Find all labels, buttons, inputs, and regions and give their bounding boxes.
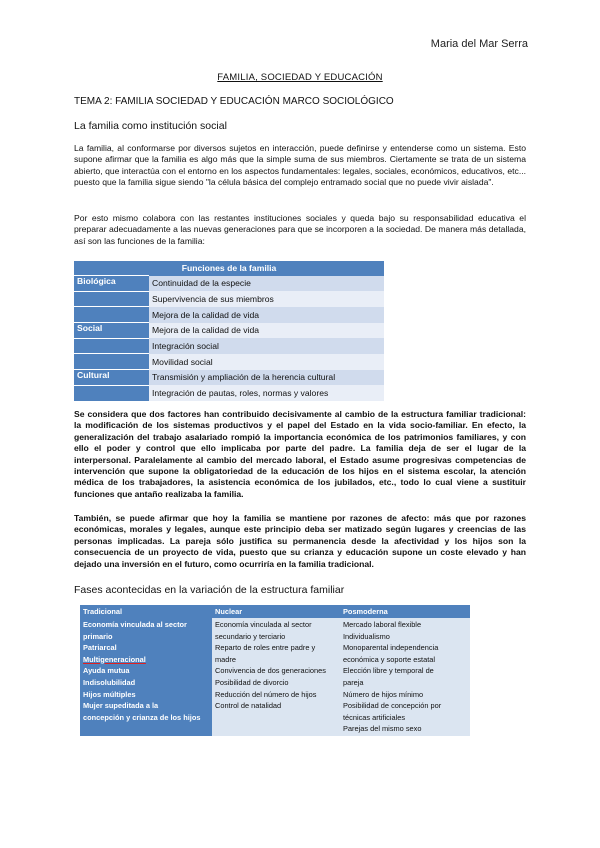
function-category [74, 338, 149, 354]
phase-feature: Reducción del número de hijos [215, 689, 317, 699]
header-postmodern: Posmoderna [340, 605, 470, 618]
phase-feature: técnicas artificiales [343, 712, 406, 722]
function-category: Biológica [74, 276, 149, 292]
paragraph-structure-change: Se considera que dos factores han contribuido decisivamente al cambio de la estructura familiar tradicional: la modificación de los sistemas productivos y el papel del Estado en la vida socio-familiar. En efecto, la generalización del trabajo asalariado rompió la importancia económica de los patrimonios familiares, y con ello el poder y control que ello implicaba por parte del padre. La familia deja de ser el lugar de la interpersonal. Paralelamente al cambio del mercado laboral, el Estado asume progresivas competencias de intervención que supone la obligatoriedad de la educación de los hijos en el sistema escolar, la atención médica de los trabajadores, la asistencia económica de los jubilados, etc., todo lo cual viene a sustituir funciones que antaño realizaba la familia. [74, 409, 526, 499]
phase-feature: Individualismo [343, 631, 390, 641]
nuclear-column [212, 618, 340, 736]
phase-feature: Parejas del mismo sexo [343, 724, 422, 734]
phase-feature: Monoparental independencia [343, 643, 439, 653]
traditional-column [80, 618, 212, 736]
section-heading-institution: La familia como institución social [74, 120, 227, 132]
phase-feature: Mujer supeditada a la [83, 701, 159, 711]
function-category [74, 385, 149, 400]
phase-feature: Posibilidad de divorcio [215, 677, 289, 687]
phase-feature: Elección libre y temporal de [343, 666, 434, 676]
function-item: Integración de pautas, roles, normas y valores [149, 385, 384, 400]
section-heading-phases: Fases acontecidas en la variación de la estructura familiar [74, 584, 345, 596]
family-phases-table [80, 605, 470, 736]
author-name: Maria del Mar Serra [430, 38, 528, 50]
phase-feature: primario [83, 631, 113, 641]
header-traditional: Tradicional [80, 605, 212, 618]
table-row [74, 385, 384, 400]
phase-feature: Economía vinculada al sector [215, 620, 312, 629]
phase-feature: Ayuda mutua [83, 666, 130, 676]
function-category [74, 291, 149, 307]
paragraph-family-system: La familia, al conformarse por diversos sujetos en interacción, puede definirse y entenderse como un sistema. Esto supone afirmar que la familia es algo más que la simple suma de sus miembros. Ciertamente se trata de un sistema abierto, que interactúa con el entorno en los aspectos fundamentales: legales, sociales, económicos, educativos, etc... puesto que la familia sigue siendo "la célula básica del complejo entramado social que no puede vivir aislada". [74, 143, 526, 188]
phase-feature: madre [215, 654, 236, 664]
phase-feature: Multigeneracional [83, 654, 146, 664]
function-item: Movilidad social [149, 354, 384, 370]
table-row [74, 276, 384, 292]
function-item: Integración social [149, 338, 384, 354]
table-row [74, 354, 384, 370]
table-row [74, 307, 384, 323]
function-category: Social [74, 323, 149, 339]
table-row [74, 370, 384, 386]
phase-feature: Control de natalidad [215, 701, 282, 711]
postmodern-column [340, 618, 470, 736]
function-category: Cultural [74, 370, 149, 386]
function-category [74, 354, 149, 370]
phase-feature: Indisolubilidad [83, 677, 136, 687]
phase-feature: secundario y terciario [215, 631, 286, 641]
family-functions-table [74, 261, 384, 401]
phase-feature: Reparto de roles entre padre y [215, 643, 316, 653]
phase-feature: Mercado laboral flexible [343, 620, 422, 629]
document-title: FAMILIA, SOCIEDAD Y EDUCACIÓN [217, 72, 383, 83]
phase-feature: Economía vinculada al sector [83, 620, 187, 629]
paragraph-affection: También, se puede afirmar que hoy la familia se mantiene por razones de afecto: más que por razones económicas, morales y legales, aunque este principio deba ser matizado según lugares y creencias de las personas implicadas. La pareja sólo justifica su permanencia desde la afectividad y los hijos son la consecuencia de un proyecto de vida, puesto que su crianza y educación supone un coste elevado y han dejado una inversión en el futuro, como ocurriría en la familia tradicional. [74, 513, 526, 569]
function-item: Continuidad de la especie [149, 276, 384, 292]
function-item: Transmisión y ampliación de la herencia cultural [149, 370, 384, 386]
phase-feature: Convivencia de dos generaciones [215, 666, 326, 676]
phase-feature: Hijos múltiples [83, 689, 136, 699]
phase-feature: concepción y crianza de los hijos [83, 712, 201, 722]
function-category [74, 307, 149, 323]
phase-feature: económica y soporte estatal [343, 654, 436, 664]
table-row [74, 291, 384, 307]
phase-feature: Patriarcal [83, 643, 117, 653]
topic-subtitle: TEMA 2: FAMILIA SOCIEDAD Y EDUCACIÓN MARCO SOCIOLÓGICO [74, 96, 394, 107]
phase-feature: Número de hijos mínimo [343, 689, 424, 699]
paragraph-family-functions: Por esto mismo colabora con las restantes instituciones sociales y queda bajo su responsabilidad educativa el preparar adecuadamente a las nuevas generaciones para que se incorporen a la sociedad. De manera más detallada, así son las funciones de la familia: [74, 213, 526, 246]
phase-feature: pareja [343, 677, 364, 687]
function-item: Mejora de la calidad de vida [149, 323, 384, 339]
table-row [74, 338, 384, 354]
phase-feature: Posibilidad de concepción por [343, 701, 442, 711]
function-item: Supervivencia de sus miembros [149, 291, 384, 307]
header-nuclear: Nuclear [212, 605, 340, 618]
function-item: Mejora de la calidad de vida [149, 307, 384, 323]
table-row [74, 323, 384, 339]
table-header: Funciones de la familia [74, 261, 384, 276]
